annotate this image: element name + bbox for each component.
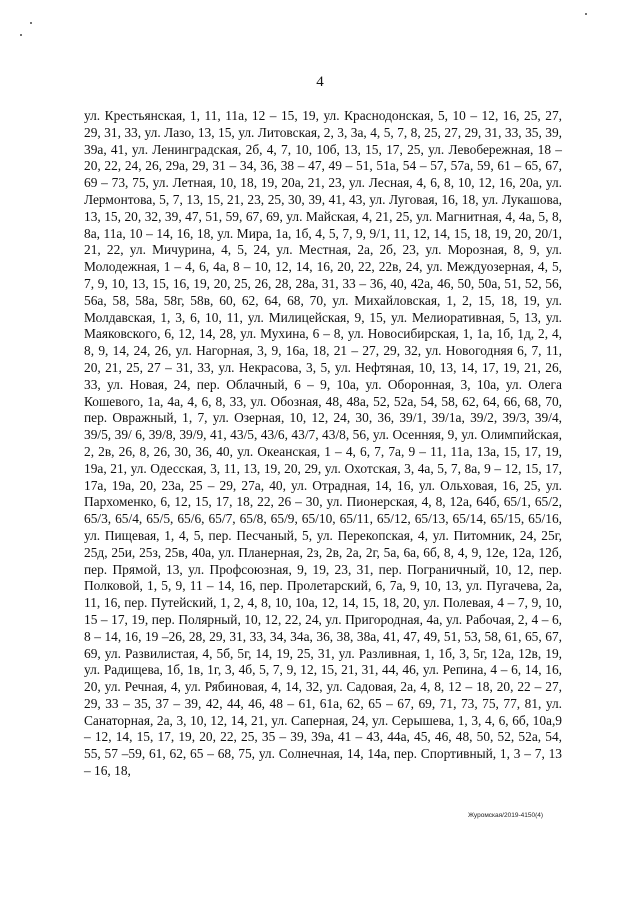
page-number: 4 xyxy=(316,74,324,90)
document-footer-code: Журомская/2019-4150(4) xyxy=(468,812,544,819)
scan-speck xyxy=(30,22,32,24)
scan-speck xyxy=(585,13,587,15)
scan-speck xyxy=(20,34,22,36)
address-list-text: ул. Крестьянская, 1, 11, 11а, 12 – 15, 19, ул. Краснодонская, 5, 10 – 12, 16, 25, 27, 29, 31, 33, ул. Лазо, 13, 15, ул. Литовская, 2, 3, 3а, 4, 5, 7, 8, 25, 27, 29, 31, 33, 35, 39, 39а, 41, ул. Ленинградская, 2б, 4, 7, 10, 10б, 13, 15, 17, 25, ул. Левобережная, 18 – 20, 22, 24, 26, 29а, 29, 31 – 34, 36, 38 – 47, 49 – 51, 51а, 54 – 57, 57а, 59, 61 – 65, 67, 69 – 73, 75, ул. Летная, 10, 18, 19, 20а, 21, 23, ул. Лесная, 4, 6, 8, 10, 12, 16, 20а, ул. Лермонтова, 5, 7, 13, 15, 21, 23, 25, 30, 39, 41, 43, ул. Луговая, 16, 18, ул. Лукашова, 13, 15, 20, 32, 39, 47, 51, 59, 67, 69, ул. Майская, 4, 21, 25, ул. Магнитная, 4, 4а, 5, 8, 8а, 11а, 10 – 14, 16, 18, ул. Мира, 1а, 1б, 4, 5, 7, 9, 9/1, 11, 12, 14, 15, 18, 19, 20, 20/1, 21, 22, ул. Мичурина, 4, 5, 24, ул. Местная, 2а, 2б, 23, ул. Морозная, 8, 9, ул. Молодежная, 1 – 4, 6, 4а, 8 – 10, 12, 14, 16, 20, 22, 22в, 24, ул. Междуозерная, 4, 5, 7, 9, 10, 13, 15, 16, 19, 20, 25, 26, 28, 28а, 31, 33 – 36, 40, 42а, 46, 50, 50а, 51, 52, 56, 56а, 58, 58а, 58г, 58в, 60, 62, 64, 68, 70, ул. Михайловская, 1, 2, 15, 18, 19, ул. Молдавская, 1, 3, 6, 10, 11, ул. Милицейская, 9, 15, ул. Мелиоративная, 5, 13, ул. Маяковского, 6, 12, 14, 28, ул. Мухина, 6 – 8, ул. Новосибирская, 1, 1а, 1б, 1д, 2, 4, 8, 9, 14, 24, 26, ул. Нагорная, 3, 9, 16а, 18, 21 – 27, 29, 32, ул. Новогодняя 6, 7, 11, 20, 21, 25, 27 – 31, 33, ул. Некрасова, 3, 5, ул. Нефтяная, 10, 13, 14, 17, 19, 21, 26, 33, ул. Новая, 24, пер. Облачный, 6 – 9, 10а, ул. Оборонная, 3, 10а, ул. Олега Кошевого, 1а, 4а, 4, 6, 8, 33, ул. Обозная, 48, 48а, 52, 52а, 54, 58, 62, 64, 66, 68, 70, пер. Овражный, 1, 7, ул. Озерная, 10, 12, 24, 30, 36, 39/1, 39/1а, 39/2, 39/3, 39/4, 39/5, 39/ 6, 39/8, 39/9, 41, 43/5, 43/6, 43/7, 43/8, 56, ул. Осенняя, 9, ул. Олимпийская, 2, 2в, 26, 8, 26, 30, 36, 40, ул. Океанская, 1 – 4, 6, 7, 7а, 9 – 11, 11а, 13а, 15, 17, 19, 19а, 21, ул. Одесская, 3, 11, 13, 19, 20, 29, ул. Охотская, 3, 4а, 5, 7, 8а, 9 – 12, 15, 17, 17а, 19а, 20, 23а, 25 – 29, 27а, 40, ул. Отрадная, 14, 16, ул. Ольховая, 16, 25, ул. Пархоменко, 6, 12, 15, 17, 18, 22, 26 – 30, ул. Пионерская, 4, 8, 12а, 64б, 65/1, 65/2, 65/3, 65/4, 65/5, 65/6, 65/7, 65/8, 65/9, 65/10, 65/11, 65/12, 65/13, 65/14, 65/15, 65/16, ул. Пищевая, 1, 4, 5, пер. Песчаный, 5, ул. Перекопская, 4, ул. Питомник, 24, 25г, 25д, 25и, 25з, 25в, 40а, ул. Планерная, 2з, 2в, 2а, 2г, 5а, 6а, 6б, 8, 4, 9, 12е, 12а, 12б, пер. Прямой, 13, ул. Профсоюзная, 9, 19, 23, 31, пер. Пограничный, 10, 12, пер. Полковой, 1, 5, 9, 11 – 14, 16, пер. Пролетарский, 6, 7а, 9, 10, 13, ул. Пугачева, 2а, 11, 16, пер. Путейский, 1, 2, 4, 8, 10, 10а, 12, 14, 15, 18, 20, ул. Полевая, 4 – 7, 9, 10, 15 – 17, 19, пер. Полярный, 10, 12, 22, 24, ул. Пригородная, 4а, ул. Рабочая, 2, 4 – 6, 8 – 14, 16, 19 –26, 28, 29, 31, 33, 34, 34а, 36, 38, 38а, 41, 47, 49, 51, 53, 58, 61, 65, 67, 69, ул. Развилистая, 4, 5б, 5г, 14, 19, 25, 31, ул. Разливная, 1, 1б, 3, 5г, 12а, 12в, 19, ул. Радищева, 1б, 1в, 1г, 3, 4б, 5, 7, 9, 12, 15, 21, 31, 44, 46, ул. Репина, 4 – 6, 14, 16, 20, ул. Речная, 4, ул. Рябиновая, 4, 14, 32, ул. Садовая, 2а, 4, 8, 12 – 18, 20, 22 – 27, 29, 33 – 35, 37 – 39, 42, 44, 46, 48 – 61, 61а, 62, 65 – 67, 69, 71, 73, 75, 77, 81, ул. Санаторная, 2а, 3, 10, 12, 14, 21, ул. Саперная, 24, ул. Серышева, 1, 3, 4, 6, 6б, 10а,9 – 12, 14, 15, 17, 19, 20, 22, 25, 35 – 39, 39а, 41 – 43, 44а, 45, 46, 48, 50, 52, 52а, 54, 55, 57 –59, 61, 62, 65 – 68, 75, ул. Солнечная, 14, 14а, пер. Спортивный, 1, 3 – 7, 13 – 16, 18, xyxy=(84,108,562,779)
